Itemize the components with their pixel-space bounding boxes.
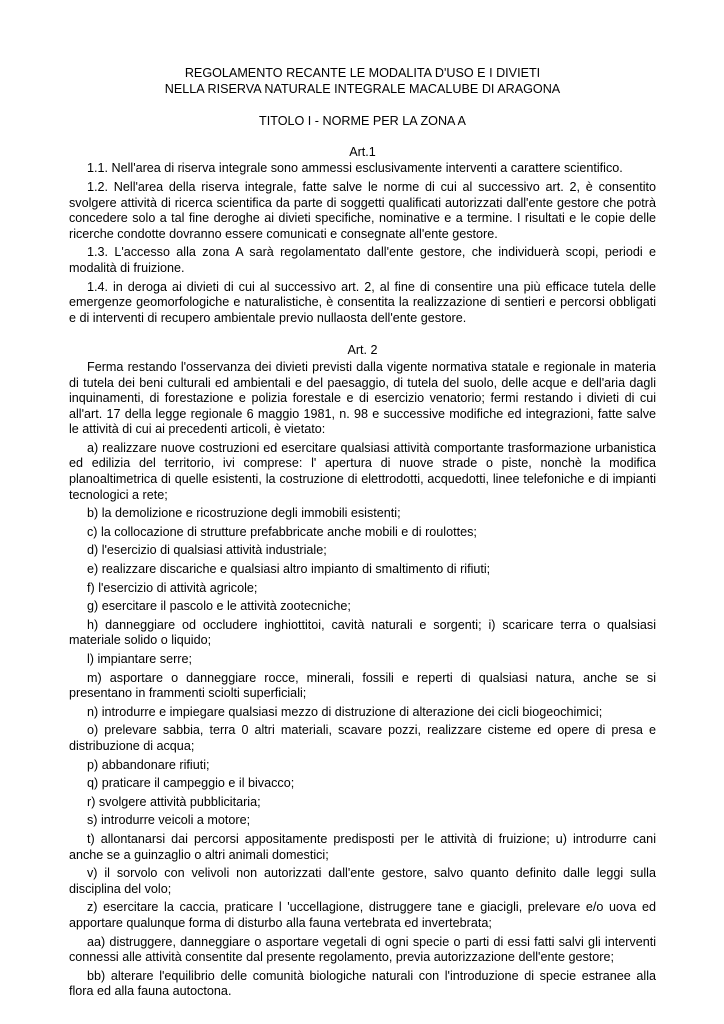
article-2-item: l) impiantare serre; xyxy=(87,652,192,666)
document-title-line-1: REGOLAMENTO RECANTE LE MODALITA D'USO E I DIVIETI xyxy=(184,66,541,80)
article-1 xyxy=(69,145,656,327)
article-2-item: s) introdurre veicoli a motore; xyxy=(87,813,251,828)
article-1-paragraph: 1.1. Nell'area di riserva integrale sono ammessi esclusivamente interventi a carattere scientifico. xyxy=(87,161,623,176)
article-2-item: e) realizzare discariche e qualsiasi altro impianto di smaltimento di rifiuti; xyxy=(87,562,491,577)
article-2 xyxy=(69,343,656,1000)
article-2-item: p) abbandonare rifiuti; xyxy=(87,757,210,772)
article-2-item: r) svolgere attività pubblicitaria; xyxy=(87,794,261,809)
article-2-item: t) allontanarsi dai percorsi appositamente predisposti per le attività di fruizione; u) introdurre cani anche se a guinzaglio o altri animali domestici; xyxy=(69,831,656,862)
article-2-item: v) il sorvolo con velivoli non autorizzati dall'ente gestore, salvo quanto definito dalle leggi sulla disciplina del volo; xyxy=(69,866,656,896)
article-1-paragraph: 1.3. L'accesso alla zona A sarà regolamentato dall'ente gestore, che individuerà scopi, periodi e modalità di fruizione. xyxy=(69,245,656,275)
article-2-item: a) realizzare nuove costruzioni ed esercitare qualsiasi attività comportante trasformazione urbanistica ed edilizia del territorio, ivi comprese: l' apertura di nuove strade o piste, nonchè la modifica planoaltimetrica di quelle esistenti, la costruzione di elettrodotti, acquedotti, linee telefoniche e di impianti tecnologici a rete; xyxy=(69,440,656,502)
section-title: TITOLO I - NORME PER LA ZONA A xyxy=(259,114,466,129)
article-2-item: m) asportare o danneggiare rocce, minerali, fossili e reperti di qualsiasi natura, anche se si presentano in frammenti sciolti superficiali; xyxy=(69,670,656,701)
article-2-item: f) l'esercizio di attività agricole; xyxy=(87,580,258,595)
article-2-item: g) esercitare il pascolo e le attività zootecniche; xyxy=(87,599,351,614)
document-title-line-2: NELLA RISERVA NATURALE INTEGRALE MACALUBE DI ARAGONA xyxy=(164,81,561,96)
article-1-paragraph: 1.2. Nell'area della riserva integrale, fatte salve le norme di cui al successivo art. 2, è consentito svolgere attività di ricerca scientifica da parte di soggetti qualificati autorizzati dall'ente gestore che potrà concedere solo a tal fine deroghe ai divieti specifiche, nominative e a termine. I risultati e le copie delle ricerche condotte dovranno essere comunicati e consegnate all'ente gestore. xyxy=(69,179,656,241)
article-2-item: bb) alterare l'equilibrio delle comunità biologiche naturali con l'introduzione di specie estranee alla flora ed alla fauna autoctona. xyxy=(69,968,656,999)
article-2-item: h) danneggiare od occludere inghiottitoi, cavità naturali e sorgenti; i) scaricare terra o qualsiasi materiale solido o liquido; xyxy=(69,617,656,648)
article-2-intro: Ferma restando l'osservanza dei divieti previsti dalla vigente normativa statale e regionale in materia di tutela dei beni culturali ed ambientali e del paesaggio, di tutela del suolo, delle acque e dell'aria dagli inquinamenti, di forestazione e polizia forestale e di esercizio venatorio; fermi restando i divieti di cui all'art. 17 della legge regionale 6 maggio 1981, n. 98 e successive modifiche ed integrazioni, fatte salve le attività di cui ai precedenti articoli, è vietato: xyxy=(69,359,656,437)
article-2-item: c) la collocazione di strutture prefabbricate anche mobili e di roulottes; xyxy=(87,524,477,539)
document-body xyxy=(69,66,656,1003)
article-1-heading: Art.1 xyxy=(349,144,376,159)
article-2-item: d) l'esercizio di qualsiasi attività industriale; xyxy=(87,543,327,558)
article-2-item: z) esercitare la caccia, praticare l 'uccellagione, distruggere tane e giacigli, prelevare e/o uova ed apportare qualunque forma di disturbo alla fauna vertebrata ed invertebrata; xyxy=(69,900,656,930)
article-2-item: aa) distruggere, danneggiare o asportare vegetali di ogni specie o parti di essi fatti salvi gli interventi connessi alle attività consentite dal presente regolamento, previa autorizzazione dell'ente gestore; xyxy=(69,934,656,965)
article-2-heading: Art. 2 xyxy=(347,343,378,358)
article-1-paragraph: 1.4. in deroga ai divieti di cui al successivo art. 2, al fine di consentire una più efficace tutela delle emergenze geomorfologiche e naturalistiche, è consentita la realizzazione di sentieri e percorsi obbligati e di interventi di recupero ambientale previo nullaosta dell'ente gestore. xyxy=(69,279,656,325)
article-2-item: b) la demolizione e ricostruzione degli immobili esistenti; xyxy=(87,506,401,521)
article-2-item: n) introdurre e impiegare qualsiasi mezzo di distruzione di alterazione dei cicli biogeochimici; xyxy=(87,704,603,719)
article-2-item: q) praticare il campeggio e il bivacco; xyxy=(87,776,295,791)
article-2-item: o) prelevare sabbia, terra 0 altri materiali, scavare pozzi, realizzare cisteme ed opere di presa e distribuzione di acqua; xyxy=(69,723,656,753)
